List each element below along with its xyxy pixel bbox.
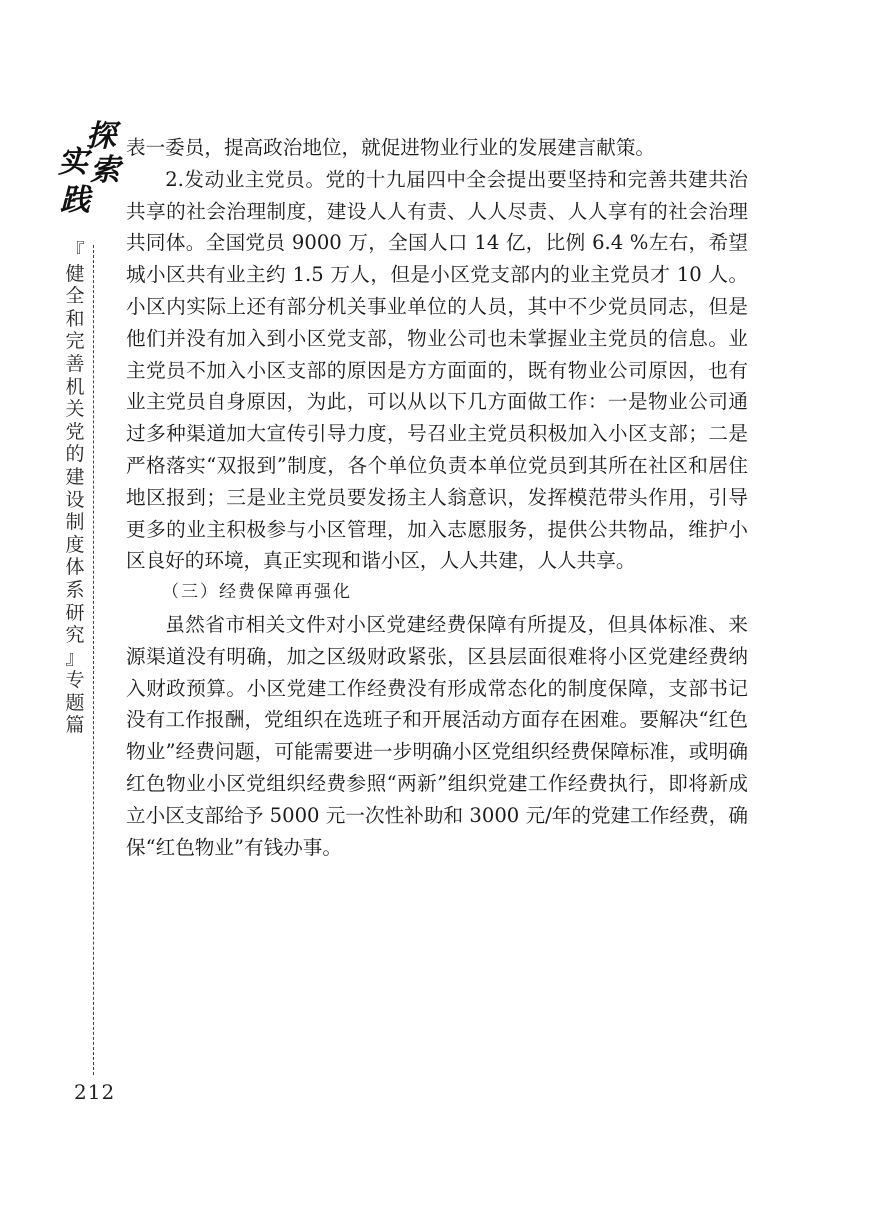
title-char: 建 [65,465,85,488]
title-char: 专 [65,669,85,692]
title-char: 设 [65,488,85,511]
title-char: 研 [65,601,85,624]
title-char: 』 [65,646,85,669]
paragraph-continuation: 表一委员，提高政治地位，就促进物业行业的发展建言献策。 [126,136,656,159]
title-char: 究 [65,624,85,647]
title-char: 的 [65,443,85,466]
title-char: 机 [65,375,85,398]
title-char: 『 [65,240,85,262]
logo-char: 践 [60,183,90,218]
title-char: 系 [65,578,85,601]
section-heading: （三）经费保障再强化 [162,582,352,603]
title-char: 全 [65,285,85,308]
title-char: 度 [65,533,85,556]
logo-char: 探 [86,119,116,154]
title-char: 完 [65,330,85,353]
paragraph-funding: 虽然省市相关文件对小区党建经费保障有所提及，但具体标准、来源渠道没有明确，加之区级财政紧张，区县层面很难将小区党建经费纳入财政预算。小区党建工作经费没有形成常态化的制度保障，支部书记没有工作报酬，党组织在选班子和开展活动方面存在困难。要解决“红色物业”经费问题，可能需要进一步明确小区党组织经费保障标准，或明确红色物业小区党组织经费参照“两新”组织党建工作经费执行，即将新成立小区支部给予 5000 元一次性补助和 3000 元/年的党建工作经费，确保“红色物业”有钱办事。 [126,612,748,859]
title-char: 善 [65,352,85,375]
series-logo [56,120,120,232]
title-char: 制 [65,511,85,534]
title-char: 和 [65,307,85,330]
title-char: 党 [65,420,85,443]
margin-dashed-rule [93,245,94,1075]
body-text [126,132,748,863]
title-char: 健 [65,262,85,285]
logo-char: 实 [58,145,88,180]
title-char: 题 [65,691,85,714]
logo-char: 索 [90,153,120,188]
vertical-book-title [64,240,86,737]
title-char: 关 [65,398,85,421]
paragraph-owner-members: 2.发动业主党员。党的十九届四中全会提出要坚持和完善共建共治共享的社会治理制度，建设人人有责、人人尽责、人人享有的社会治理共同体。全国党员 9000 万，全国人口 14 亿，比例 6.4 %左右，希望城小区共有业主约 1.5 万人，但是小区党支部内的业主党员才 10 人。小区内实际上还有部分机关事业单位的人员，其中不少党员同志，但是他们并没有加入到小区党支部，物业公司也未掌握业主党员的信息。业主党员不加入小区支部的原因是方方面面的，既有物业公司原因，也有业主党员自身原因，为此，可以从以下几方面做工作：一是物业公司通过多种渠道加大宣传引导力度，号召业主党员积极加入小区支部；二是严格落实“双报到”制度，各个单位负责本单位党员到其所在社区和居住地区报到；三是业主党员要发扬主人翁意识，发挥模范带头作用，引导更多的业主积极参与小区管理，加入志愿服务，提供公共物品，维护小区良好的环境，真正实现和谐小区，人人共建，人人共享。 [126,167,748,573]
title-char: 篇 [65,714,85,737]
title-char: 体 [65,556,85,579]
page-number: 212 [74,1080,116,1104]
